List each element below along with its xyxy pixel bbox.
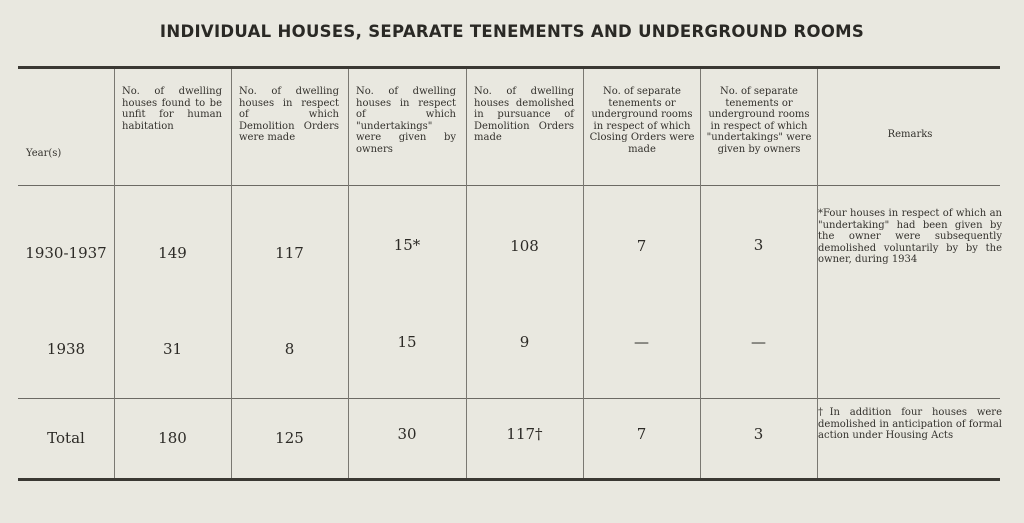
remark-footnote-dagger: †In addition four houses were demolished in anticipation of formal action under Housing Acts [818,407,1002,442]
table-bottom-rule [18,478,1000,481]
row-year: 1938 [46,340,86,358]
header-demolished-houses: No. of dwelling houses demolished in pursuance of Demolition Orders made [474,86,574,144]
header-bottom-rule [18,185,1000,186]
header-remarks: Remarks [887,129,933,140]
cell-demolition-orders: 125 [275,429,304,447]
header-closing-orders: No. of separate tenements or underground rooms in respect of which Closing Orders were made [589,86,695,155]
column-divider [114,69,115,478]
cell-demolished-houses: 108 [510,237,539,255]
header-demolition-orders: No. of dwelling houses in respect of which Demolition Orders were made [239,86,339,144]
cell-unfit-houses: 180 [158,429,187,447]
column-divider [583,69,584,478]
cell-closing-orders: — [634,333,649,351]
cell-undertakings-houses: 15* [393,236,421,254]
cell-undertakings-tenements: 3 [753,425,764,443]
cell-closing-orders: 7 [636,237,647,255]
column-divider [700,69,701,478]
cell-closing-orders: 7 [636,425,647,443]
row-year: Total [47,429,85,447]
header-unfit-houses: No. of dwelling houses found to be unfit for human habitation [122,86,222,132]
cell-undertakings-tenements: 3 [753,236,764,254]
cell-unfit-houses: 149 [158,244,187,262]
header-undertakings-tenements: No. of separate tenements or underground rooms in respect of which "undertakings" were given by owners [706,86,812,155]
total-separator-rule [18,398,1000,399]
column-divider [231,69,232,478]
remark-footnote-star: *Four houses in respect of which an "undertaking" had been given by the owner were subsequently demolished voluntarily by by the owner, during 1934 [818,208,1002,266]
row-year: 1930-1937 [25,244,107,262]
cell-undertakings-tenements: — [751,333,766,351]
cell-demolition-orders: 8 [284,340,295,358]
header-undertakings-houses: No. of dwelling houses in respect of which "undertakings" were given by owners [356,86,456,155]
cell-unfit-houses: 31 [162,340,183,358]
cell-undertakings-houses: 30 [397,425,417,443]
cell-demolition-orders: 117 [275,244,304,262]
column-divider [348,69,349,478]
cell-demolished-houses: 117† [506,425,543,443]
header-years: Year(s) [26,148,62,159]
column-divider [466,69,467,478]
table-top-rule [18,66,1000,69]
page-title: INDIVIDUAL HOUSES, SEPARATE TENEMENTS AND UNDERGROUND ROOMS [159,22,865,41]
cell-demolished-houses: 9 [519,333,530,351]
cell-undertakings-houses: 15 [397,333,417,351]
